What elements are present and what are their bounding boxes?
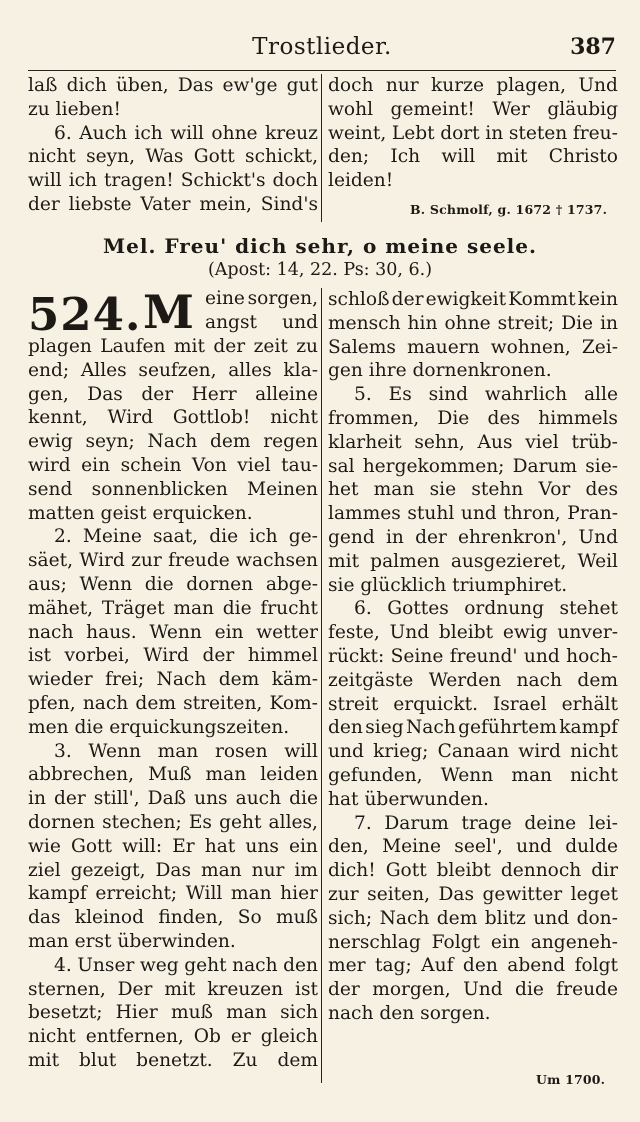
text-line: mit blut benetzt. Zu dem — [28, 1049, 318, 1071]
text-line: zeitgäste Werden nach dem — [328, 669, 618, 691]
text-line: wird ein schein Von viel tau- — [28, 454, 318, 476]
text-line: eine sorgen, — [205, 288, 318, 309]
text-line: weint, Lebt dort in steten freu- — [328, 122, 618, 144]
text-line: man erst überwinden. — [28, 930, 236, 952]
text-line: gen, Das der Herr alleine — [28, 383, 318, 405]
text-line: het man sie stehn Vor des — [328, 479, 618, 501]
text-line: nerschlag Folgt ein angeneh- — [328, 931, 618, 953]
text-line: laß dich üben, Das ew'ge gut — [28, 75, 318, 96]
author-credit: B. Schmolf, g. 1672 † 1737. — [410, 202, 608, 217]
text-line: mensch hin ohne streit; Die in — [328, 312, 618, 334]
right-column — [328, 288, 618, 1026]
text-line: pfen, nach dem streiten, Kom- — [28, 692, 318, 714]
page-number: 387 — [570, 34, 616, 60]
text-line: wie Gott will: Er hat uns ein — [28, 835, 318, 857]
text-line: zu lieben! — [28, 98, 121, 120]
main-column-divider — [321, 288, 322, 1083]
text-line: nicht entfernen, Ob er gleich — [28, 1026, 318, 1048]
text-line: dornen stechen; Es geht alles, — [28, 811, 318, 833]
text-line: wieder frei; Nach dem käm- — [28, 669, 318, 691]
text-line: lammes stuhl und thron, Pran- — [328, 503, 618, 525]
text-line: säet, Wird zur freude wachsen — [28, 550, 318, 572]
text-line: leiden! — [328, 170, 394, 192]
text-line: den; Ich will mit Christo — [328, 146, 618, 168]
text-line: mit palmen ausgezieret, Weil — [328, 550, 618, 572]
text-line: nach haus. Wenn ein wetter — [28, 621, 318, 643]
text-line: und krieg; Canaan wird nicht — [328, 741, 618, 763]
date-credit: Um 1700. — [536, 1072, 606, 1087]
top-column-divider — [321, 74, 322, 222]
text-line: feste, Und bleibt ewig unver- — [328, 622, 618, 644]
text-line: abbrechen, Muß man leiden — [28, 764, 318, 786]
text-line: hat überwunden. — [328, 788, 489, 810]
verse-start-line: 4. Unser weg geht nach den — [54, 954, 318, 976]
text-line: den sieg Nach geführtem kampf — [328, 717, 618, 739]
text-line: kampf erreicht; Will man hier — [28, 883, 318, 905]
drop-cap: M — [143, 285, 194, 339]
text-line: ist vorbei, Wird der himmel — [28, 645, 318, 667]
text-line: sternen, Der mit kreuzen ist — [28, 978, 318, 1000]
text-line: doch nur kurze plagen, Und — [328, 75, 618, 96]
text-line: gen ihre dornenkronen. — [328, 360, 552, 382]
verse-start-line: 5. Es sind wahrlich alle — [354, 384, 618, 406]
verse-start-line: 2. Meine saat, die ich ge- — [54, 526, 318, 548]
text-line: plagen Laufen mit der zeit zu — [28, 336, 318, 357]
text-line: men die erquickungszeiten. — [28, 716, 290, 738]
top-left-column — [28, 74, 318, 217]
text-line: nicht seyn, Was Gott schickt, — [28, 146, 318, 168]
text-line: frommen, Die des himmels — [328, 407, 618, 429]
header-rule — [28, 70, 616, 71]
text-line: Salems mauern wohnen, Zei- — [328, 336, 618, 358]
text-line: aus; Wenn die dornen abge- — [28, 573, 318, 595]
text-line: nach den sorgen. — [328, 1002, 491, 1024]
text-line: wohl gemeint! Wer gläubig — [328, 98, 618, 120]
text-line: kennt, Wird Gottlob! nicht — [28, 407, 318, 429]
text-line: den, Meine seel', und dulde — [328, 836, 618, 858]
text-line: streit erquickt. Israel erhält — [328, 693, 618, 715]
text-line: will ich tragen! Schickt's doch — [28, 170, 318, 192]
text-line: zur seiten, Das gewitter leget — [328, 883, 618, 905]
verse-start-line: 7. Darum trage deine lei- — [354, 812, 618, 834]
hymn-opening-lines — [205, 287, 318, 335]
text-line: end; Alles seufzen, alles kla- — [28, 359, 318, 381]
text-line: gefunden, Wenn man nicht — [328, 764, 618, 786]
verse-start-line: 3. Wenn man rosen will — [54, 740, 318, 762]
text-line: schloß der ewigkeit Kommt kein — [328, 289, 618, 310]
text-line: ziel gezeigt, Das man nur im — [28, 859, 318, 881]
running-title: Trostlieder. — [252, 34, 392, 60]
melody-heading: Mel. Freu' dich sehr, o meine seele. — [103, 234, 537, 258]
left-column — [28, 335, 318, 1073]
top-right-column — [328, 74, 618, 193]
text-line: klarheit sehn, Aus viel trüb- — [328, 431, 618, 453]
text-line: rückt: Seine freund' und hoch- — [328, 645, 618, 667]
page-header — [28, 32, 616, 68]
verse-start-line: 6. Auch ich will ohne kreuz — [54, 122, 318, 144]
verse-start-line: 6. Gottes ordnung stehet — [354, 598, 618, 620]
text-line: mer tag; Auf den abend folgt — [328, 955, 618, 977]
scripture-references: (Apost: 14, 22. Ps: 30, 6.) — [207, 260, 433, 280]
text-line: ewig seyn; Nach dem regen — [28, 431, 318, 453]
text-line: sie glücklich triumphiret. — [328, 574, 568, 596]
text-line: send sonnenblicken Meinen — [28, 478, 318, 500]
text-line: besetzt; Hier muß man sich — [28, 1002, 318, 1024]
text-line: mähet, Träget man die frucht — [28, 597, 318, 619]
hymn-number: 524. — [28, 288, 142, 341]
text-line: gend in der ehrenkron', Und — [328, 526, 618, 548]
text-line: der liebste Vater mein, Sind's — [28, 193, 318, 215]
text-line: angst und — [205, 311, 318, 333]
text-line: das kleinod finden, So muß — [28, 907, 318, 929]
text-line: sal hergekommen; Darum sie- — [328, 455, 618, 477]
text-line: sich; Nach dem blitz und don- — [328, 907, 618, 929]
text-line: in der still', Daß uns auch die — [28, 788, 318, 810]
text-line: dich! Gott bleibt dennoch dir — [328, 860, 618, 882]
text-line: matten geist erquicken. — [28, 502, 253, 524]
text-line: der morgen, Und die freude — [328, 979, 618, 1001]
